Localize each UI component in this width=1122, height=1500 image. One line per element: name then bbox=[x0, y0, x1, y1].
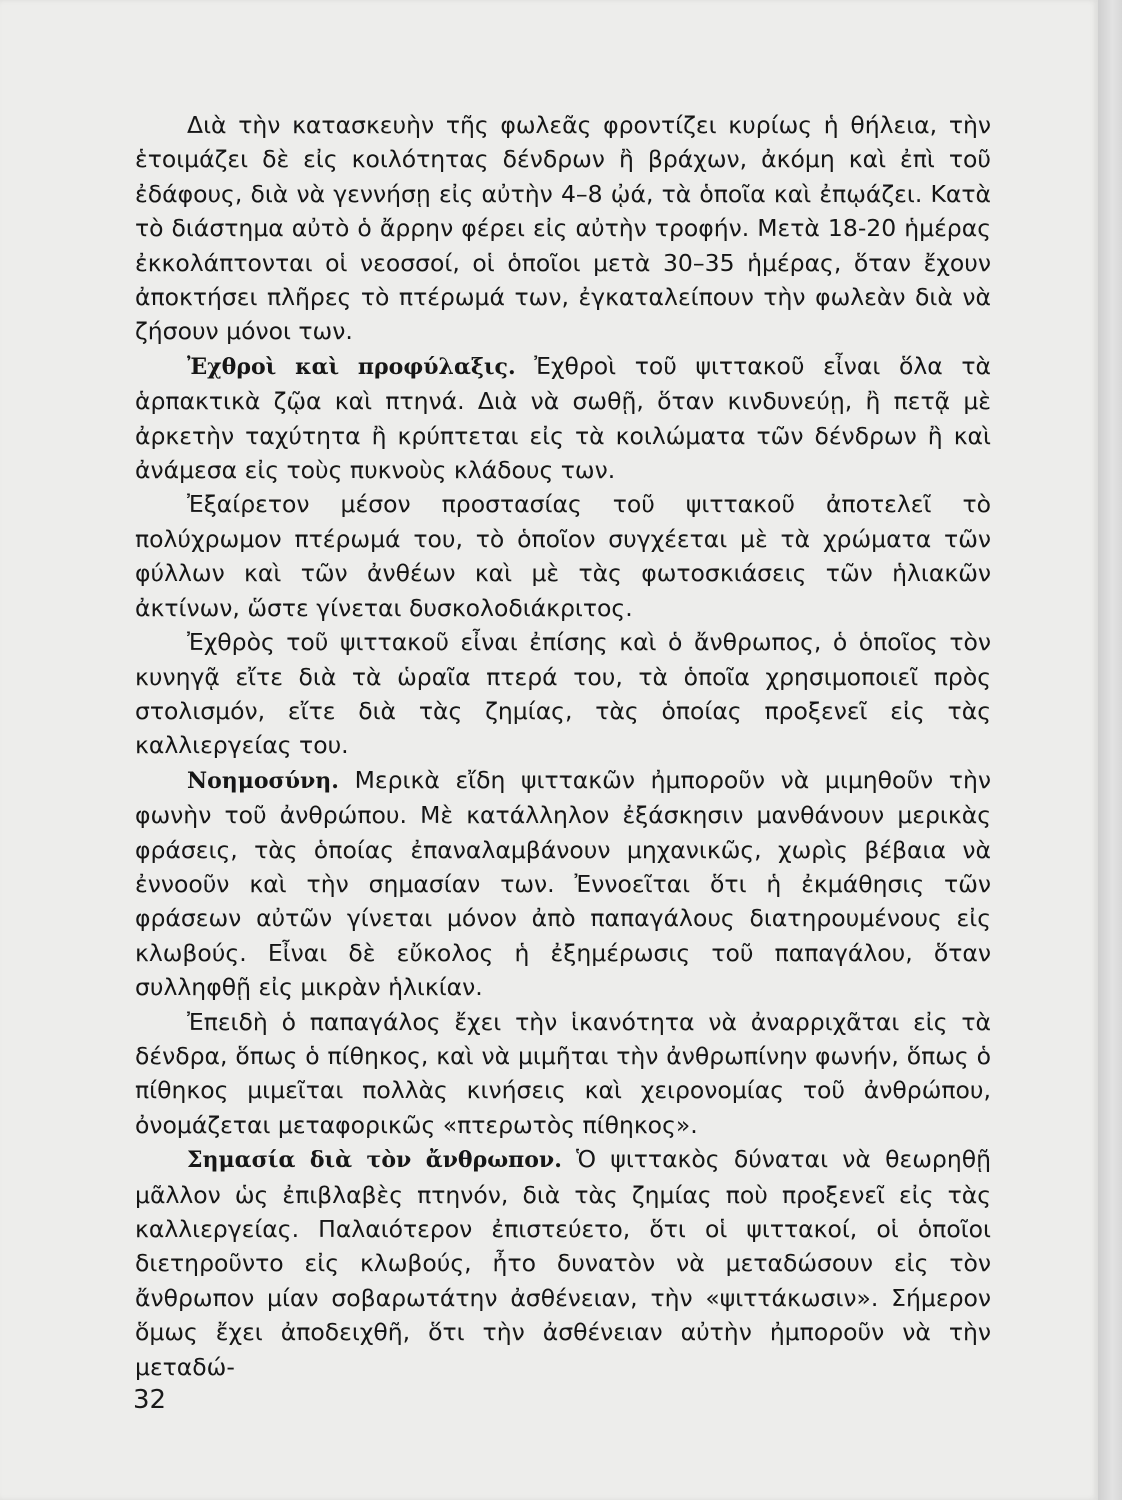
paragraph-text: Ὁ ψιττακὸς δύναται νὰ θεωρηθῇ μᾶλλον ὡς ἐπιβλαβὲς πτηνόν, διὰ τὰς ζημίας ποὺ προξενεῖ εἰς τὰς καλλιεργείας. Παλαιότερον ἐπιστεύετο, ὅτι οἱ ψιττακοί, οἱ ὁποῖοι διετηροῦντο εἰς κλωβούς, ἦτο δυνατὸν νὰ μεταδώσουν εἰς τὸν ἄνθρωπον μίαν σοβαρωτάτην ἀσθένειαν, τὴν «ψιττάκωσιν». Σήμερον ὅμως ἔχει ἀποδειχθῆ, ὅτι τὴν ἀσθένειαν αὐτὴν ἠμποροῦν νὰ τὴν μεταδώ- bbox=[135, 1145, 991, 1381]
paragraph-human-enemy bbox=[135, 625, 991, 763]
paragraph-text: Ἐχθροὶ τοῦ ψιττακοῦ εἶναι ὅλα τὰ ἁρπακτικὰ ζῷα καὶ πτηνά. Διὰ νὰ σωθῇ, ὅταν κινδυνεύῃ, ἢ πετᾷ μὲ ἀρκετὴν ταχύτητα ἢ κρύπτεται εἰς τὰ κοιλώματα τῶν δένδρων ἢ καὶ ἀνάμεσα εἰς τοὺς πυκνοὺς κλάδους των. bbox=[135, 351, 991, 485]
paragraph-text: Ἐξαίρετον μέσον προστασίας τοῦ ψιττακοῦ ἀποτελεῖ τὸ πολύχρωμον πτέρωμά του, τὸ ὁποῖον συγχέεται μὲ τὰ χρώματα τῶν φύλλων καὶ τῶν ἀνθέων καὶ μὲ τὰς φωτοσκιάσεις τῶν ἡλιακῶν ἀκτίνων, ὥστε γίνεται δυσκολοδιάκριτος. bbox=[135, 490, 991, 622]
section-heading: Σημασία διὰ τὸν ἄνθρωπον. bbox=[187, 1147, 562, 1174]
paragraph-text: Ἐχθρὸς τοῦ ψιττακοῦ εἶναι ἐπίσης καὶ ὁ ἄνθρωπος, ὁ ὁποῖος τὸν κυνηγᾷ εἴτε διὰ τὰ ὡραῖα πτερά του, τὰ ὁποῖα χρησιμοποιεῖ πρὸς στολισμόν, εἴτε διὰ τὰς ζημίας, τὰς ὁποίας προξενεῖ εἰς τὰς καλλιεργείας του. bbox=[135, 628, 991, 760]
paragraph-text: Ἐπειδὴ ὁ παπαγάλος ἔχει τὴν ἱκανότητα νὰ ἀναρριχᾶται εἰς τὰ δένδρα, ὅπως ὁ πίθηκος, καὶ νὰ μιμῆται τὴν ἀνθρωπίνην φωνήν, ὅπως ὁ πίθηκος μιμεῖται πολλὰς κινήσεις καὶ χειρονομίας τοῦ ἀνθρώπου, ὀνομάζεται μεταφορικῶς «πτερωτὸς πίθηκος». bbox=[135, 1007, 991, 1139]
section-heading: Ἐχθροὶ καὶ προφύλαξις. bbox=[187, 353, 516, 380]
page-number: 32 bbox=[133, 1385, 167, 1415]
paragraph-winged-monkey bbox=[135, 1005, 991, 1143]
paragraph-intelligence bbox=[135, 763, 991, 1005]
section-heading: Νοημοσύνη. bbox=[187, 767, 339, 794]
paragraph-text: Μερικὰ εἴδη ψιττακῶν ἠμποροῦν νὰ μιμηθοῦν τὴν φωνὴν τοῦ ἀνθρώπου. Μὲ κατάλληλον ἐξάσκησιν μανθάνουν μερικὰς φράσεις, τὰς ὁποίας ἐπαναλαμβάνουν μηχανικῶς, χωρὶς βέβαια νὰ ἐννοοῦν καὶ τὴν σημασίαν των. Ἐννοεῖται ὅτι ἡ ἐκμάθησις τῶν φράσεων αὐτῶν γίνεται μόνον ἀπὸ παπαγάλους διατηρουμένους εἰς κλωβούς. Εἶναι δὲ εὔκολος ἡ ἐξημέρωσις τοῦ παπαγάλου, ὅταν συλληφθῇ εἰς μικρὰν ἡλικίαν. bbox=[135, 765, 991, 1002]
paragraph-text: Διὰ τὴν κατασκευὴν τῆς φωλεᾶς φροντίζει κυρίως ἡ θήλεια, τὴν ἑτοιμάζει δὲ εἰς κοιλότητας δένδρων ἢ βράχων, ἀκόμη καὶ ἐπὶ τοῦ ἐδάφους, διὰ νὰ γεννήσῃ εἰς αὐτὴν 4–8 ᾠά, τὰ ὁποῖα καὶ ἐπῳάζει. Κατὰ τὸ διάστημα αὐτὸ ὁ ἄρρην φέρει εἰς αὐτὴν τροφήν. Μετὰ 18-20 ἡμέρας ἐκκολάπτονται οἱ νεοσσοί, οἱ ὁποῖοι μετὰ 30–35 ἡμέρας, ὅταν ἔχουν ἀποκτήσει πλῆρες τὸ πτέρωμά των, ἐγκαταλείπουν τὴν φωλεὰν διὰ νὰ ζήσουν μόνοι των. bbox=[135, 111, 991, 346]
paragraph-camouflage bbox=[135, 487, 991, 625]
paragraph-enemies bbox=[135, 349, 991, 488]
body-text bbox=[135, 108, 991, 1384]
paragraph-nest bbox=[135, 108, 991, 349]
paragraph-importance bbox=[135, 1142, 991, 1384]
page-edge bbox=[1098, 0, 1122, 1500]
